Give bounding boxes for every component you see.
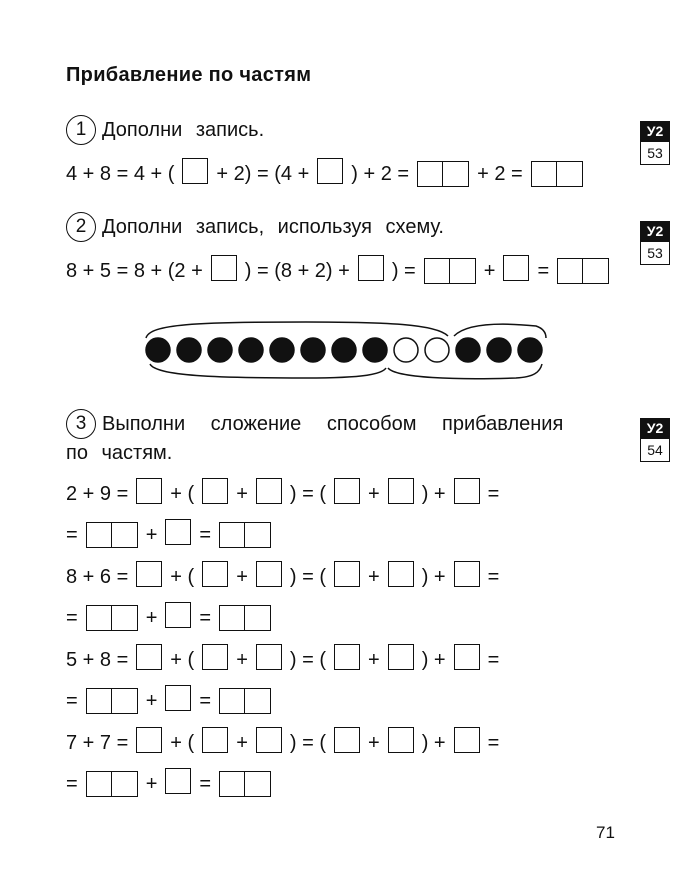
equation-text: 2 + 9 = (66, 482, 129, 505)
equation-text: = (199, 606, 212, 629)
two-digit-answer-box[interactable] (424, 258, 476, 284)
equation-text: + (368, 482, 380, 505)
task-3-equation-4-continued (66, 769, 275, 799)
equation-text: + (236, 482, 248, 505)
answer-cell[interactable] (182, 158, 208, 184)
answer-cell[interactable] (454, 644, 480, 670)
answer-cell[interactable] (136, 561, 162, 587)
answer-box[interactable] (165, 602, 191, 634)
filled-counter-dot (208, 338, 232, 362)
answer-cell[interactable] (334, 478, 360, 504)
page-number: 71 (596, 823, 615, 842)
task-3-reference-badge (640, 418, 670, 462)
task-3-header (66, 409, 563, 439)
equation-text: + 2) = (4 + (216, 162, 310, 185)
answer-cell[interactable] (256, 644, 282, 670)
equation-text: 7 + 7 = (66, 731, 129, 754)
answer-cell[interactable] (245, 522, 271, 548)
answer-cell[interactable] (219, 771, 245, 797)
task-3-number: 3 (66, 409, 96, 439)
answer-box[interactable] (165, 519, 191, 551)
task-2-equation (66, 256, 613, 286)
badge-page-ref: 54 (640, 438, 670, 462)
task-3-equation-1 (66, 479, 503, 509)
task-2-header (66, 212, 444, 242)
answer-cell[interactable] (450, 258, 476, 284)
answer-box[interactable] (136, 727, 162, 759)
answer-box[interactable] (334, 561, 360, 593)
badge-level: У2 (640, 221, 670, 241)
equation-text: + ( (170, 482, 195, 505)
equation-text: ) = ( (289, 565, 326, 588)
equation-text: 5 + 8 = (66, 648, 129, 671)
equation-text: + 2 = (477, 162, 523, 185)
answer-box[interactable] (454, 478, 480, 510)
answer-cell[interactable] (165, 602, 191, 628)
task-3-equation-4 (66, 728, 503, 758)
equation-text: + (236, 648, 248, 671)
answer-box[interactable] (256, 644, 282, 676)
task-2-reference-badge (640, 221, 670, 265)
answer-box[interactable] (388, 561, 414, 593)
answer-box[interactable] (454, 561, 480, 593)
answer-box[interactable] (165, 685, 191, 717)
task-3-instruction-continued: по частям. (66, 442, 173, 464)
answer-cell[interactable] (136, 727, 162, 753)
equation-text: = (66, 523, 78, 546)
answer-box[interactable] (256, 561, 282, 593)
answer-cell[interactable] (165, 768, 191, 794)
answer-cell[interactable] (557, 258, 583, 284)
equation-text: + (368, 565, 380, 588)
task-1-reference-badge (640, 121, 670, 165)
answer-cell[interactable] (417, 161, 443, 187)
equation-text: = (487, 565, 500, 588)
answer-box[interactable] (165, 768, 191, 800)
answer-cell[interactable] (86, 688, 112, 714)
equation-text: + (145, 606, 158, 629)
two-digit-answer-box[interactable] (219, 605, 271, 631)
task-3-equation-1-continued (66, 520, 275, 550)
filled-counter-dot (363, 338, 387, 362)
answer-cell[interactable] (388, 478, 414, 504)
answer-box[interactable] (211, 255, 237, 287)
answer-cell[interactable] (86, 522, 112, 548)
page-title: Прибавление по частям (66, 64, 312, 86)
equation-text: = (537, 259, 550, 282)
two-digit-answer-box[interactable] (86, 522, 138, 548)
scheme-top-arc-left (146, 322, 448, 338)
answer-box[interactable] (358, 255, 384, 287)
answer-box[interactable] (182, 158, 208, 190)
answer-cell[interactable] (334, 727, 360, 753)
answer-cell[interactable] (202, 478, 228, 504)
scheme-bottom-arc-right (388, 364, 542, 379)
answer-cell[interactable] (86, 771, 112, 797)
equation-text: = (199, 689, 212, 712)
equation-text: ) + (421, 565, 446, 588)
task-3-equation-2 (66, 562, 503, 592)
equation-text: + (145, 772, 158, 795)
task-1-header (66, 115, 264, 145)
answer-cell[interactable] (583, 258, 609, 284)
answer-box[interactable] (202, 561, 228, 593)
task-3-equation-3 (66, 645, 503, 675)
answer-box[interactable] (136, 644, 162, 676)
answer-cell[interactable] (202, 727, 228, 753)
equation-text: + (483, 259, 496, 282)
task-3-equation-2-continued (66, 603, 275, 633)
two-digit-answer-box[interactable] (219, 771, 271, 797)
answer-cell[interactable] (136, 644, 162, 670)
equation-text: + ( (170, 731, 195, 754)
answer-cell[interactable] (202, 561, 228, 587)
answer-box[interactable] (503, 255, 529, 287)
answer-cell[interactable] (219, 605, 245, 631)
filled-counter-dot (487, 338, 511, 362)
badge-level: У2 (640, 121, 670, 141)
answer-cell[interactable] (334, 561, 360, 587)
equation-text: + (368, 648, 380, 671)
equation-text: = (487, 482, 500, 505)
answer-cell[interactable] (256, 561, 282, 587)
scheme-top-arc-right (454, 324, 546, 338)
task-3-equation-3-continued (66, 686, 275, 716)
answer-cell[interactable] (503, 255, 529, 281)
answer-box[interactable] (334, 478, 360, 510)
counting-scheme (136, 316, 556, 386)
filled-counter-dot (270, 338, 294, 362)
equation-text: 8 + 5 = 8 + (2 + (66, 259, 203, 282)
equation-text: ) = ( (289, 648, 326, 671)
two-digit-answer-box[interactable] (417, 161, 469, 187)
answer-cell[interactable] (112, 688, 138, 714)
answer-cell[interactable] (112, 771, 138, 797)
two-digit-answer-box[interactable] (531, 161, 583, 187)
answer-cell[interactable] (317, 158, 343, 184)
two-digit-answer-box[interactable] (219, 688, 271, 714)
equation-text: ) = (391, 259, 416, 282)
two-digit-answer-box[interactable] (219, 522, 271, 548)
equation-text: 4 + 8 = 4 + ( (66, 162, 175, 185)
filled-counter-dot (332, 338, 356, 362)
answer-box[interactable] (334, 727, 360, 759)
answer-cell[interactable] (454, 561, 480, 587)
equation-text: ) = ( (289, 731, 326, 754)
badge-page-ref: 53 (640, 141, 670, 165)
equation-text: ) = ( (289, 482, 326, 505)
answer-box[interactable] (317, 158, 343, 190)
answer-cell[interactable] (245, 605, 271, 631)
answer-cell[interactable] (211, 255, 237, 281)
filled-counter-dot (146, 338, 170, 362)
answer-cell[interactable] (358, 255, 384, 281)
equation-text: = (199, 772, 212, 795)
answer-cell[interactable] (388, 561, 414, 587)
answer-cell[interactable] (112, 605, 138, 631)
answer-cell[interactable] (454, 727, 480, 753)
answer-cell[interactable] (443, 161, 469, 187)
empty-counter-dot (394, 338, 418, 362)
answer-cell[interactable] (424, 258, 450, 284)
equation-text: = (487, 731, 500, 754)
equation-text: ) + (421, 648, 446, 671)
task-3-instruction: Выполни сложение способом прибавления (102, 412, 564, 435)
answer-cell[interactable] (219, 688, 245, 714)
answer-cell[interactable] (202, 644, 228, 670)
two-digit-answer-box[interactable] (86, 605, 138, 631)
answer-box[interactable] (256, 478, 282, 510)
answer-cell[interactable] (86, 605, 112, 631)
scheme-bottom-arc-left (150, 364, 386, 378)
filled-counter-dot (518, 338, 542, 362)
equation-text: + (145, 523, 158, 546)
answer-box[interactable] (454, 644, 480, 676)
equation-text: + ( (170, 648, 195, 671)
answer-cell[interactable] (219, 522, 245, 548)
equation-text: ) + (421, 731, 446, 754)
task-2-instruction: Дополни запись, используя схему. (102, 215, 444, 238)
answer-cell[interactable] (388, 727, 414, 753)
answer-box[interactable] (202, 727, 228, 759)
answer-box[interactable] (202, 478, 228, 510)
equation-text: + (368, 731, 380, 754)
equation-text: = (487, 648, 500, 671)
answer-cell[interactable] (112, 522, 138, 548)
equation-text: = (199, 523, 212, 546)
answer-box[interactable] (256, 727, 282, 759)
filled-counter-dot (239, 338, 263, 362)
answer-cell[interactable] (245, 688, 271, 714)
equation-text: = (66, 606, 78, 629)
filled-counter-dot (301, 338, 325, 362)
answer-box[interactable] (454, 727, 480, 759)
badge-level: У2 (640, 418, 670, 438)
answer-box[interactable] (388, 644, 414, 676)
answer-box[interactable] (388, 478, 414, 510)
equation-text: ) + 2 = (351, 162, 410, 185)
empty-counter-dot (425, 338, 449, 362)
answer-cell[interactable] (165, 519, 191, 545)
answer-cell[interactable] (388, 644, 414, 670)
badge-page-ref: 53 (640, 241, 670, 265)
equation-text: = (66, 772, 78, 795)
task-1-number: 1 (66, 115, 96, 145)
filled-counter-dot (456, 338, 480, 362)
task-1-instruction: Дополни запись. (102, 118, 265, 141)
equation-text: + ( (170, 565, 195, 588)
answer-box[interactable] (136, 561, 162, 593)
equation-text: + (145, 689, 158, 712)
answer-cell[interactable] (454, 478, 480, 504)
equation-text: ) + (421, 482, 446, 505)
answer-box[interactable] (334, 644, 360, 676)
two-digit-answer-box[interactable] (86, 771, 138, 797)
answer-box[interactable] (136, 478, 162, 510)
answer-cell[interactable] (531, 161, 557, 187)
answer-cell[interactable] (136, 478, 162, 504)
answer-cell[interactable] (334, 644, 360, 670)
equation-text: + (236, 565, 248, 588)
two-digit-answer-box[interactable] (557, 258, 609, 284)
equation-text: + (236, 731, 248, 754)
equation-text: ) = (8 + 2) + (244, 259, 350, 282)
equation-text: = (66, 689, 78, 712)
answer-box[interactable] (202, 644, 228, 676)
two-digit-answer-box[interactable] (86, 688, 138, 714)
task-2-number: 2 (66, 212, 96, 242)
answer-cell[interactable] (165, 685, 191, 711)
answer-cell[interactable] (557, 161, 583, 187)
task-1-equation (66, 159, 587, 189)
equation-text: 8 + 6 = (66, 565, 129, 588)
answer-cell[interactable] (256, 727, 282, 753)
filled-counter-dot (177, 338, 201, 362)
answer-cell[interactable] (245, 771, 271, 797)
answer-cell[interactable] (256, 478, 282, 504)
answer-box[interactable] (388, 727, 414, 759)
